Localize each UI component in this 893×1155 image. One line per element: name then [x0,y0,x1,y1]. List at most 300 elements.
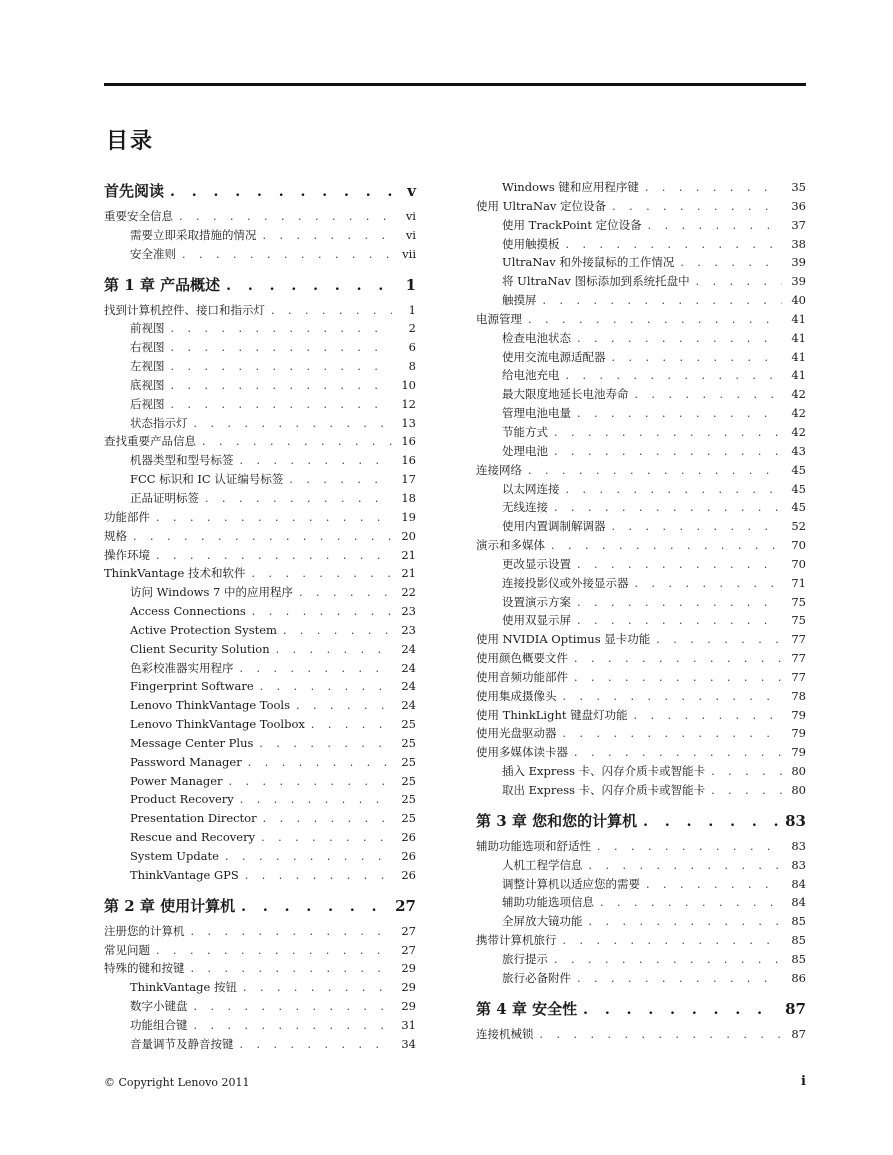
toc-entry[interactable] [104,772,416,791]
toc-entry-page: 35 [791,180,806,194]
toc-entry-title: Password Manager [130,754,242,769]
toc-entry[interactable] [104,395,416,414]
toc-entry[interactable] [476,197,806,216]
toc-entry-title: 辅助功能选项信息 [502,895,594,910]
toc-entry-title: 旅行提示 [502,951,548,966]
toc-entry[interactable] [104,790,416,809]
toc-entry[interactable] [104,207,416,226]
toc-entry-page: 27 [401,923,416,938]
toc-entry[interactable] [476,461,806,480]
toc-entry[interactable] [476,404,806,423]
toc-entry-title: 安全准则 [130,246,176,261]
toc-dot-leader [248,754,392,773]
toc-dot-leader [577,594,782,613]
toc-entry-page: 34 [401,1036,416,1051]
toc-entry-page: 25 [401,735,416,750]
toc-entry-title: 使用 UltraNav 定位设备 [476,198,607,213]
toc-entry[interactable] [476,706,806,725]
toc-dot-leader [680,254,782,273]
toc-dot-leader [577,556,782,575]
toc-dot-leader [194,998,393,1017]
toc-entry-page: 23 [401,604,416,619]
toc-entry-title: 音量调节及静音按键 [130,1036,234,1051]
toc-entry[interactable] [476,950,806,969]
toc-entry-title: 使用交流电源适配器 [502,349,606,364]
toc-entry[interactable] [104,527,416,546]
toc-entry-page: 80 [791,764,806,779]
toc-entry-page: 83 [791,838,806,853]
toc-chapter-entry[interactable] [476,808,806,835]
toc-entry-title: 使用集成摄像头 [476,688,557,703]
toc-entry-page: 25 [401,754,416,769]
toc-entry-page: 25 [401,792,416,807]
toc-entry-page: 24 [401,698,416,713]
toc-dot-leader [191,960,393,979]
toc-entry[interactable] [104,621,416,640]
toc-dot-leader [646,876,782,895]
toc-entry[interactable] [476,687,806,706]
toc-entry-title: 检查电池状态 [502,330,571,345]
toc-entry-page: 52 [791,519,806,534]
toc-entry-title: 以太网连接 [502,481,560,496]
toc-dot-leader [156,547,392,566]
toc-entry-page: 41 [791,368,806,383]
toc-entry[interactable] [104,432,416,451]
toc-entry-page: 25 [401,773,416,788]
toc-entry[interactable] [104,226,416,245]
toc-entry-title: 机器类型和型号标签 [130,453,234,468]
toc-entry-page: 8 [408,359,416,374]
toc-dot-leader [574,744,782,763]
toc-entry-page: 83 [785,811,806,830]
toc-entry-title: 使用 ThinkLight 键盘灯功能 [476,707,628,722]
toc-dot-leader [240,452,393,471]
toc-entry-page: 38 [791,236,806,251]
toc-entry-title: 节能方式 [502,424,548,439]
toc-entry-title: 演示和多媒体 [476,538,545,553]
toc-dot-leader [612,198,782,217]
toc-dot-leader [296,697,392,716]
toc-dot-leader [600,894,782,913]
toc-entry[interactable] [476,555,806,574]
toc-entry[interactable] [476,329,806,348]
toc-entry-page: 24 [401,679,416,694]
toc-entry[interactable] [104,357,416,376]
toc-entry-page: 75 [791,613,806,628]
toc-entry[interactable] [104,245,416,264]
toc-entry[interactable] [476,837,806,856]
header-rule [104,83,806,86]
toc-entry-page: 86 [791,970,806,985]
toc-entry-page: 24 [401,660,416,675]
toc-entry-page: vi [405,227,416,242]
toc-entry-page: 25 [401,717,416,732]
toc-entry-title: 处理电池 [502,443,548,458]
toc-entry-page: vi [405,209,416,223]
toc-entry[interactable] [104,696,416,715]
toc-dot-leader [643,809,779,836]
toc-entry-title: 状态指示灯 [130,415,188,430]
toc-dot-leader [226,273,392,300]
toc-entry[interactable] [476,291,806,310]
toc-dot-leader [577,405,782,424]
toc-entry-title: 常见问题 [104,942,150,957]
toc-entry-page: 23 [401,622,416,637]
toc-entry-title: 辅助功能选项和舒适性 [476,838,591,853]
toc-entry-page: 21 [401,566,416,581]
toc-entry-page: 45 [791,500,806,515]
toc-entry-title: 访问 Windows 7 中的应用程序 [130,585,294,600]
toc-entry-title: 最大限度地延长电池寿命 [502,387,629,402]
toc-dot-leader [656,631,782,650]
toc-entry[interactable] [104,715,416,734]
toc-entry-title: 使用双显示屏 [502,613,571,628]
toc-entry[interactable] [476,574,806,593]
toc-entry-page: 45 [791,481,806,496]
toc-entry-title: 特殊的键和按键 [104,961,185,976]
toc-entry-page: 19 [401,509,416,524]
toc-entry[interactable] [104,546,416,565]
toc-entry[interactable] [104,677,416,696]
toc-entry[interactable] [104,847,416,866]
toc-entry[interactable] [476,1025,806,1044]
toc-dot-leader [194,415,393,434]
toc-entry-title: 连接投影仪或外接显示器 [502,575,629,590]
toc-entry-title: 使用 NVIDIA Optimus 显卡功能 [476,632,651,647]
toc-dot-leader [635,386,783,405]
toc-entry[interactable] [104,470,416,489]
toc-entry-title: 将 UltraNav 图标添加到系统托盘中 [502,274,690,289]
toc-entry-page: 25 [401,811,416,826]
toc-entry-page: 70 [791,538,806,553]
toc-entry[interactable] [476,743,806,762]
toc-entry[interactable] [104,659,416,678]
toc-entry-title: 使用多媒体读卡器 [476,745,568,760]
toc-entry[interactable] [104,734,416,753]
toc-entry[interactable] [476,517,806,536]
toc-entry[interactable] [104,489,416,508]
toc-entry-title: 取出 Express 卡、闪存介质卡或智能卡 [502,783,706,797]
toc-entry[interactable] [476,893,806,912]
toc-dot-leader [202,433,392,452]
toc-entry[interactable] [104,301,416,320]
toc-entry-title: ThinkVantage GPS [130,867,239,882]
toc-dot-leader [540,1026,783,1045]
toc-entry-title: 色彩校准器实用程序 [130,660,234,675]
toc-entry[interactable] [476,762,806,781]
toc-dot-leader [170,179,392,206]
toc-entry-title: 第 1 章 产品概述 [104,275,221,294]
toc-entry-title: 第 4 章 安全性 [476,999,578,1018]
toc-dot-leader [245,867,392,886]
toc-entry-page: 10 [401,377,416,392]
toc-entry-page: 39 [791,274,806,289]
toc-entry[interactable] [476,480,806,499]
toc-entry[interactable] [476,630,806,649]
toc-dot-leader [528,311,782,330]
toc-dot-leader [577,330,782,349]
toc-entry-title: 触摸屏 [502,293,537,308]
toc-entry[interactable] [104,978,416,997]
toc-entry-title: Product Recovery [130,792,234,807]
toc-entry-title: 更改显示设置 [502,556,571,571]
copyright-notice: © Copyright Lenovo 2011 [104,1076,250,1089]
toc-entry[interactable] [104,583,416,602]
toc-entry[interactable] [104,376,416,395]
toc-entry-page: 24 [401,641,416,656]
page-title: 目录 [106,128,155,154]
toc-entry-page: 39 [791,255,806,270]
toc-entry-title: ThinkVantage 技术和软件 [104,566,246,581]
toc-entry-page: 2 [408,321,416,336]
toc-entry-page: 41 [791,330,806,345]
toc-dot-leader [225,848,392,867]
toc-dot-leader [240,791,392,810]
toc-dot-leader [566,367,783,386]
toc-dot-leader [259,735,392,754]
toc-entry-page: 77 [791,669,806,684]
toc-dot-leader [251,565,392,584]
toc-entry-title: 正品证明标签 [130,490,199,505]
toc-dot-leader [229,773,392,792]
toc-entry[interactable] [104,809,416,828]
toc-dot-leader [635,575,783,594]
toc-dot-leader [283,622,392,641]
toc-entry[interactable] [104,564,416,583]
toc-dot-leader [271,302,392,321]
toc-entry[interactable] [104,451,416,470]
toc-entry-title: 使用音频功能部件 [476,669,568,684]
toc-entry-page: 79 [791,745,806,760]
toc-entry[interactable] [104,508,416,527]
toc-entry[interactable] [476,216,806,235]
toc-entry[interactable] [476,969,806,988]
toc-entry-title: 功能组合键 [130,1017,188,1032]
toc-entry-title: 第 3 章 您和您的计算机 [476,811,638,830]
toc-chapter-entry[interactable] [104,178,416,205]
toc-entry-page: 6 [408,340,416,355]
toc-dot-leader [156,509,392,528]
toc-entry-page: 29 [401,961,416,976]
toc-dot-leader [276,641,392,660]
toc-entry-page: 75 [791,594,806,609]
toc-dot-leader [577,612,782,631]
toc-entry-page: 17 [401,472,416,487]
toc-dot-leader [171,396,393,415]
toc-entry-title: 后视图 [130,396,165,411]
toc-entry[interactable] [476,253,806,272]
toc-entry-page: 42 [791,387,806,402]
toc-entry[interactable] [104,338,416,357]
toc-entry-title: 使用触摸板 [502,236,560,251]
toc-entry[interactable] [476,442,806,461]
toc-entry-title: Rescue and Recovery [130,830,256,845]
toc-dot-leader [696,273,782,292]
toc-dot-leader [179,208,392,227]
toc-entry-page: 13 [401,415,416,430]
toc-entry[interactable] [104,602,416,621]
toc-entry[interactable] [476,931,806,950]
toc-entry-page: 70 [791,556,806,571]
toc-entry-title: 调整计算机以适应您的需要 [502,876,640,891]
toc-entry-page: 85 [791,951,806,966]
toc-dot-leader [263,810,392,829]
toc-entry[interactable] [476,724,806,743]
toc-entry-page: 83 [791,857,806,872]
toc-entry[interactable] [104,414,416,433]
toc-entry-page: 18 [401,490,416,505]
toc-entry-title: 使用颜色概要文件 [476,651,568,666]
toc-entry-title: 使用 TrackPoint 定位设备 [502,217,642,232]
toc-entry-page: 31 [401,1017,416,1032]
toc-dot-leader [194,1017,393,1036]
toc-entry[interactable] [104,828,416,847]
toc-entry-page: 21 [401,547,416,562]
toc-dot-leader [711,763,782,782]
toc-entry-title: Presentation Director [130,811,257,826]
toc-entry-title: 旅行必备附件 [502,970,571,985]
toc-entry-title: 重要安全信息 [104,209,173,223]
toc-entry-page: 85 [791,933,806,948]
toc-entry[interactable] [104,1035,416,1054]
toc-entry-title: 插入 Express 卡、闪存介质卡或智能卡 [502,764,706,779]
toc-entry[interactable] [104,1016,416,1035]
toc-entry[interactable] [476,536,806,555]
toc-entry[interactable] [476,611,806,630]
toc-entry-page: 87 [785,999,806,1018]
toc-entry-title: 无线连接 [502,500,548,515]
toc-chapter-entry[interactable] [104,893,416,920]
toc-dot-leader [528,462,782,481]
toc-dot-leader [563,688,783,707]
toc-entry[interactable] [476,235,806,254]
toc-entry[interactable] [476,310,806,329]
toc-entry-title: 全屏放大镜功能 [502,914,583,929]
toc-dot-leader [171,377,393,396]
toc-dot-leader [171,320,393,339]
toc-entry[interactable] [476,366,806,385]
toc-chapter-entry[interactable] [476,996,806,1023]
toc-entry[interactable] [104,866,416,885]
toc-entry-page: 45 [791,462,806,477]
toc-entry-title: 管理电池电量 [502,406,571,421]
toc-entry-title: Power Manager [130,773,223,788]
toc-entry-page: 16 [401,453,416,468]
toc-dot-leader [645,179,782,198]
toc-entry-title: ThinkVantage 按钮 [130,980,237,995]
toc-dot-leader [634,707,782,726]
toc-dot-leader [554,499,782,518]
toc-dot-leader [589,913,783,932]
toc-entry-page: 84 [791,876,806,891]
toc-entry[interactable] [476,178,806,197]
toc-entry[interactable] [104,959,416,978]
toc-entry-page: 87 [791,1026,806,1041]
toc-entry[interactable] [476,348,806,367]
toc-entry[interactable] [476,856,806,875]
toc-entry[interactable] [476,423,806,442]
toc-dot-leader [182,246,392,265]
toc-entry-title: 操作环境 [104,547,150,562]
toc-entry[interactable] [104,922,416,941]
toc-chapter-entry[interactable] [104,272,416,299]
toc-entry-title: 连接机械锁 [476,1026,534,1041]
toc-entry[interactable] [104,319,416,338]
toc-dot-leader [554,951,782,970]
toc-entry-title: 查找重要产品信息 [104,434,196,449]
toc-entry[interactable] [476,668,806,687]
toc-entry-title: Access Connections [130,604,246,619]
toc-entry[interactable] [476,593,806,612]
toc-dot-leader [171,358,393,377]
toc-entry[interactable] [104,640,416,659]
toc-entry-title: 第 2 章 使用计算机 [104,896,236,915]
toc-dot-leader [240,660,393,679]
toc-dot-leader [260,678,392,697]
toc-entry[interactable] [476,272,806,291]
toc-entry-page: 42 [791,406,806,421]
toc-entry-title: 底视图 [130,377,165,392]
toc-entry[interactable] [476,781,806,800]
toc-dot-leader [574,650,782,669]
toc-entry[interactable] [476,649,806,668]
toc-entry-page: 37 [791,217,806,232]
toc-dot-leader [543,292,783,311]
toc-dot-leader [597,838,782,857]
toc-entry-title: 左视图 [130,359,165,374]
toc-right-column [476,178,806,1043]
toc-entry-title: 找到计算机控件、接口和指示灯 [104,302,265,317]
toc-left-column [104,178,416,1054]
toc-entry-title: 前视图 [130,321,165,336]
toc-entry-page: 29 [401,999,416,1014]
toc-entry-page: 41 [791,311,806,326]
toc-entry[interactable] [104,941,416,960]
toc-entry-title: Lenovo ThinkVantage Toolbox [130,717,305,732]
toc-entry-title: 电源管理 [476,311,522,326]
toc-entry-page: 42 [791,424,806,439]
toc-entry-page: 27 [401,942,416,957]
toc-entry[interactable] [476,498,806,517]
toc-dot-leader [583,997,779,1024]
toc-dot-leader [566,236,783,255]
toc-dot-leader [261,829,392,848]
toc-entry-page: 36 [791,198,806,213]
toc-entry-title: Fingerprint Software [130,679,254,694]
toc-entry[interactable] [476,385,806,404]
toc-dot-leader [612,518,783,537]
toc-dot-leader [566,481,783,500]
toc-entry-title: Windows 键和应用程序键 [502,180,639,194]
toc-dot-leader [554,424,782,443]
toc-entry[interactable] [476,912,806,931]
toc-entry-page: 27 [395,896,416,915]
toc-entry-page: v [407,182,416,200]
toc-entry[interactable] [104,997,416,1016]
toc-entry-page: 16 [401,434,416,449]
toc-entry-title: 数字小键盘 [130,999,188,1014]
toc-dot-leader [574,669,782,688]
toc-entry[interactable] [476,875,806,894]
toc-dot-leader [648,217,782,236]
toc-entry-page: 84 [791,895,806,910]
toc-entry-page: 43 [791,443,806,458]
toc-entry-title: 使用光盘驱动器 [476,726,557,741]
toc-dot-leader [133,528,392,547]
toc-entry-title: 人机工程学信息 [502,857,583,872]
toc-dot-leader [240,1036,393,1055]
toc-entry[interactable] [104,753,416,772]
